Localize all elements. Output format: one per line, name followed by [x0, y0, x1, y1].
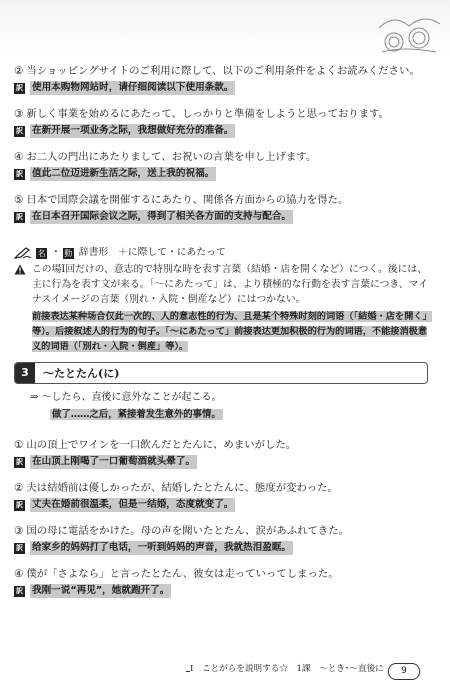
ornament-icon — [374, 8, 444, 56]
example-japanese: 日本で国際会議を開催するにあたり、関係各方面からの協力を得た。 — [26, 194, 349, 206]
translation-icon: 訳 — [16, 500, 23, 509]
example-number: ① — [14, 439, 24, 451]
examples-bottom — [14, 438, 434, 598]
pattern-japanese: ⇒ ～したら、直後に意外なことが起こる。 — [30, 392, 222, 403]
example-chinese: 使用本购物网站时，请仔细阅读以下使用条款。 — [32, 82, 234, 93]
noun-tag: 名 — [37, 248, 46, 258]
example-chinese: 值此二位迈进新生活之际，送上我的祝福。 — [32, 168, 215, 179]
example-number: ② — [14, 65, 24, 77]
example-item — [14, 524, 434, 555]
example-japanese: 夫は結婚前は優しかったが、結婚したとたんに、態度が変わった。 — [26, 482, 338, 494]
example-item — [14, 150, 434, 181]
example-number: ⑤ — [14, 194, 24, 206]
example-number: ④ — [14, 151, 24, 163]
example-chinese: 在山顶上刚喝了一口葡萄酒就头晕了。 — [32, 456, 196, 467]
section-number: 3 — [15, 363, 35, 383]
example-item — [14, 193, 434, 224]
verb-tag: 動 — [64, 248, 73, 258]
translation-icon: 訳 — [16, 169, 23, 178]
example-number: ③ — [14, 108, 24, 120]
example-number: ③ — [14, 525, 24, 537]
example-chinese: 给家乡的妈妈打了电话，一听到妈妈的声音，我就热泪盈眶。 — [32, 542, 292, 553]
example-japanese: 僕が「さよなら」と言ったとたん、彼女は走っていってしまった。 — [26, 568, 339, 580]
page-footer — [0, 660, 450, 682]
translation-icon: 訳 — [16, 212, 23, 221]
section-header — [14, 362, 428, 384]
usage-explanation: この場I回だけの、意志的で特別な時を表す言葉（結婚・店を開くなど）につく。後には、主に行為を表す文が来る。「～にあたって」は、より積極的な行動を表す言葉につき、マイナスイメージの言葉（別れ・入院・倒産など）にはつかない。 — [32, 264, 428, 305]
example-japanese: 当ショッピングサイトのご利用に際して、以下のご利用条件をよくお読みください。 — [26, 65, 420, 77]
example-japanese: お二人の門出にあたりまして、お祝いの言葉を申し上げます。 — [26, 151, 317, 163]
example-chinese: 在日本召开国际会议之际，得到了相关各方面的支持与配合。 — [32, 211, 292, 222]
pen-icon — [14, 247, 32, 259]
footer-chapter-text: Ⅰ ことがらを説明する☆ 1課 ～とき･～直後に — [190, 662, 388, 674]
usage-note: 名 ・ 動 辞書形 ＋に際して・にあたって この場I回だけの、意志的で特別な時を表す言葉（結婚・店を開くなど）につく。後には、主に行為を表す文が来る。「～にあたって」は、より積極的な行動を表す言葉につき、マイナスイメージの言葉（別れ・入院・倒産など）にはつかない。 前接表达某种场合仅此一次的、人的意志性的行为、且是某个特殊时刻的词语（「結婚・店を開く」等）。后接叙述人的行为的句子。「～にあたって」前接表达更加积极的行为的词语，不能接消极意义的词语（「別れ・入院・倒産」等）。 — [14, 246, 434, 354]
translation-icon: 訳 — [16, 586, 23, 595]
example-japanese: 新しく事業を始めるにあたって、しっかりと準備をしようと思っております。 — [26, 108, 389, 120]
examples-top — [14, 64, 434, 224]
connection-rule: 辞書形 ＋に際して・にあたって — [78, 247, 226, 258]
example-chinese: 在新开展一项业务之际，我想做好充分的准备。 — [32, 125, 234, 136]
page-number: 9 — [388, 663, 420, 680]
pattern-explanation — [30, 391, 434, 422]
example-item — [14, 438, 434, 469]
example-number: ② — [14, 482, 24, 494]
example-number: ④ — [14, 568, 24, 580]
usage-explanation-chinese: 前接表达某种场合仅此一次的、人的意志性的行为、且是某个特殊时刻的词语（「結婚・店を開く」等）。后接叙述人的行为的句子。「～にあたって」前接表达更加积极的行为的词语，不能接消极意义的词语（「別れ・入院・倒産」等）。 — [32, 311, 432, 352]
example-chinese: 我刚一说“再见”，她就跑开了。 — [32, 585, 170, 596]
example-japanese: 国の母に電話をかけた。母の声を聞いたとたん、涙があふれてきた。 — [26, 525, 350, 537]
translation-icon: 訳 — [16, 457, 23, 466]
example-item — [14, 107, 434, 138]
pattern-chinese: 做了……之后，紧接着发生意外的事情。 — [52, 409, 221, 420]
translation-icon: 訳 — [16, 543, 23, 552]
warning-icon — [14, 264, 26, 275]
main-content — [14, 60, 434, 598]
example-item — [14, 567, 434, 598]
example-item — [14, 64, 434, 95]
translation-icon: 訳 — [16, 126, 23, 135]
section-title: ～たとたん(に) — [43, 367, 120, 380]
translation-icon: 訳 — [16, 83, 23, 92]
example-item — [14, 481, 434, 512]
example-japanese: 山の頂上でワインを一口飲んだとたんに、めまいがした。 — [26, 439, 297, 451]
example-chinese: 丈夫在婚前很温柔，但是一结婚，态度就变了。 — [32, 499, 234, 510]
